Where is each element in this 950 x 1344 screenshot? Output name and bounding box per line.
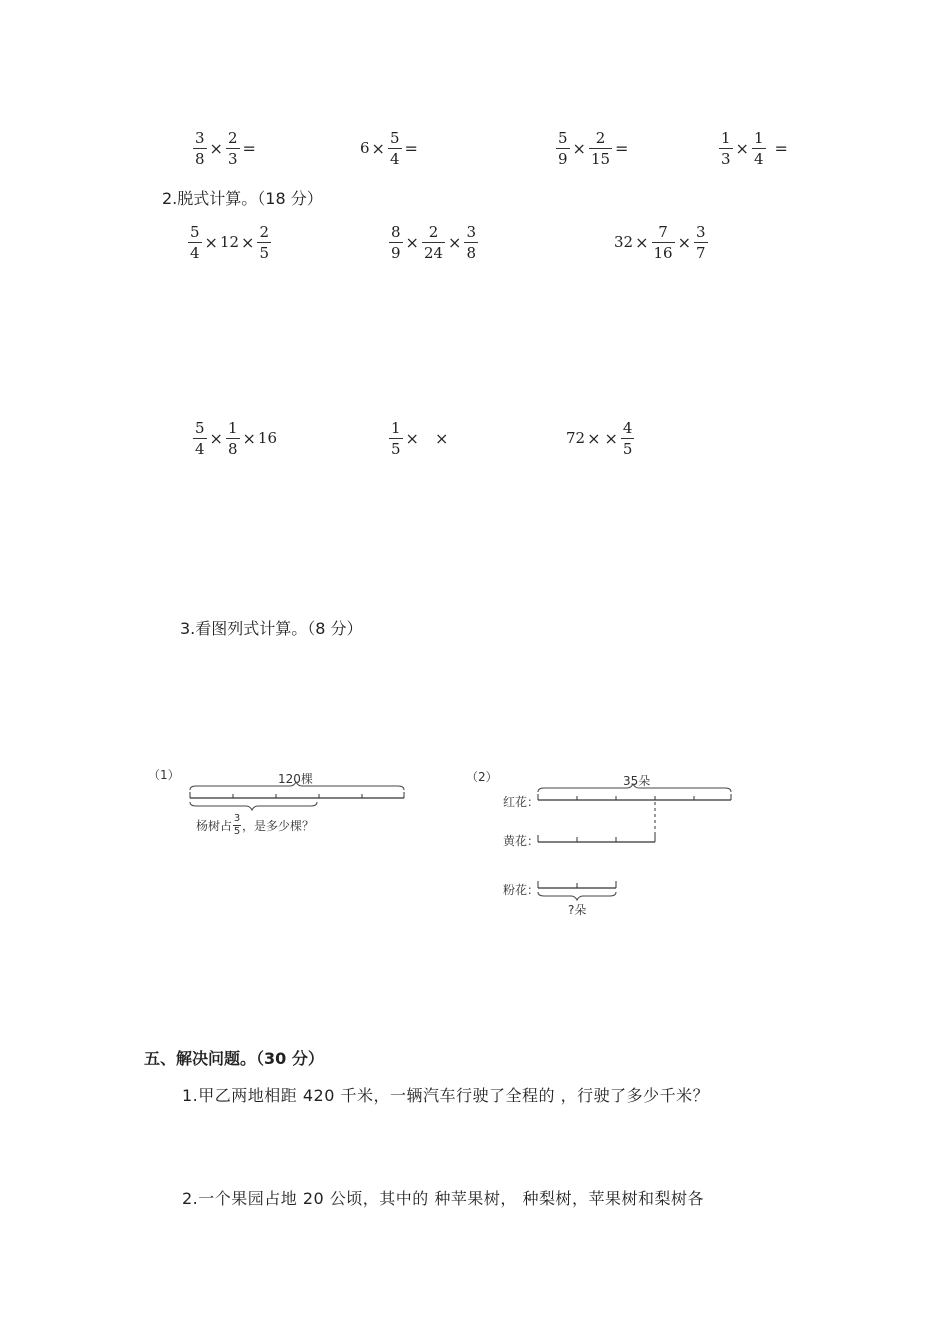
expression-3-2: $\frac{1}{5}$ × × [391, 419, 449, 458]
diagram-1-caption: 杨树占 $\frac{3}{5}$ ，是多少棵？ [196, 813, 315, 837]
expression-2-3: 32 × $\frac{7}{16}$ × $\frac{3}{7}$ [614, 223, 706, 262]
pink-flowers-label: 粉花： [503, 883, 540, 897]
expression-1-1: $\frac{3}{8}$ × $\frac{2}{3}$ = [195, 129, 256, 168]
diagram-1-total: 120棵 [278, 772, 313, 786]
fraction: $\frac{1}{8}$ [227, 419, 238, 458]
expression-1-3: $\frac{5}{9}$ × $\frac{2}{15}$ = [558, 129, 629, 168]
diagram-2-bars [535, 782, 740, 907]
section-2-heading: 2.脱式计算。（18 分） [162, 189, 323, 208]
expression-2-1: $\frac{5}{4}$ × 12 × $\frac{2}{5}$ [190, 223, 269, 262]
expression-1-2: 6 × $\frac{5}{4}$ = [360, 129, 418, 168]
problem-2: 2.一个果园占地 20 公顷，其中的 种苹果树， 种梨树，苹果树和梨树各 [182, 1189, 704, 1208]
fraction: $\frac{4}{5}$ [622, 419, 633, 458]
fraction: $\frac{3}{7}$ [696, 223, 706, 262]
fraction: $\frac{8}{9}$ [391, 223, 401, 262]
fraction: $\frac{2}{24}$ [423, 223, 444, 262]
section-5-title: 五、解决问题。（30 分） [144, 1049, 324, 1068]
pink-flowers-unknown: ?朵 [568, 903, 587, 917]
expression-1-4: $\frac{1}{3}$ × $\frac{1}{4}$ = [721, 129, 788, 168]
diagram-2-label: （2） [466, 770, 498, 784]
fraction: $\frac{5}{4}$ [389, 129, 400, 168]
fraction: $\frac{2}{15}$ [590, 129, 611, 168]
expression-2-2: $\frac{8}{9}$ × $\frac{2}{24}$ × $\frac{3}{8}$ [391, 223, 476, 262]
fraction: $\frac{5}{4}$ [195, 419, 205, 458]
fraction: $\frac{1}{3}$ [721, 129, 731, 168]
red-flowers-label: 红花： [503, 795, 540, 809]
diagram-1-label: （1） [148, 768, 180, 782]
fraction: $\frac{3}{8}$ [195, 129, 205, 168]
problem-1: 1.甲乙两地相距 420 千米，一辆汽车行驶了全程的 ，行驶了多少千米？ [182, 1086, 710, 1105]
diagram-1-bar [186, 782, 411, 812]
fraction: $\frac{5}{9}$ [558, 129, 568, 168]
section-3-heading: 3.看图列式计算。（8 分） [180, 619, 363, 638]
fraction: $\frac{1}{5}$ [391, 419, 401, 458]
fraction: $\frac{1}{4}$ [753, 129, 764, 168]
fraction: $\frac{2}{5}$ [259, 223, 269, 262]
fraction: $\frac{7}{16}$ [653, 223, 673, 262]
fraction: $\frac{3}{5}$ [233, 813, 241, 837]
expression-3-3: 72 × × $\frac{4}{5}$ [566, 419, 633, 458]
diagram-2-total: 35朵 [623, 774, 651, 788]
fraction: $\frac{3}{8}$ [466, 223, 476, 262]
yellow-flowers-label: 黄花： [503, 834, 540, 848]
fraction: $\frac{2}{3}$ [227, 129, 238, 168]
expression-3-1: $\frac{5}{4}$ × $\frac{1}{8}$ × 16 [195, 419, 277, 458]
fraction: $\frac{5}{4}$ [190, 223, 200, 262]
